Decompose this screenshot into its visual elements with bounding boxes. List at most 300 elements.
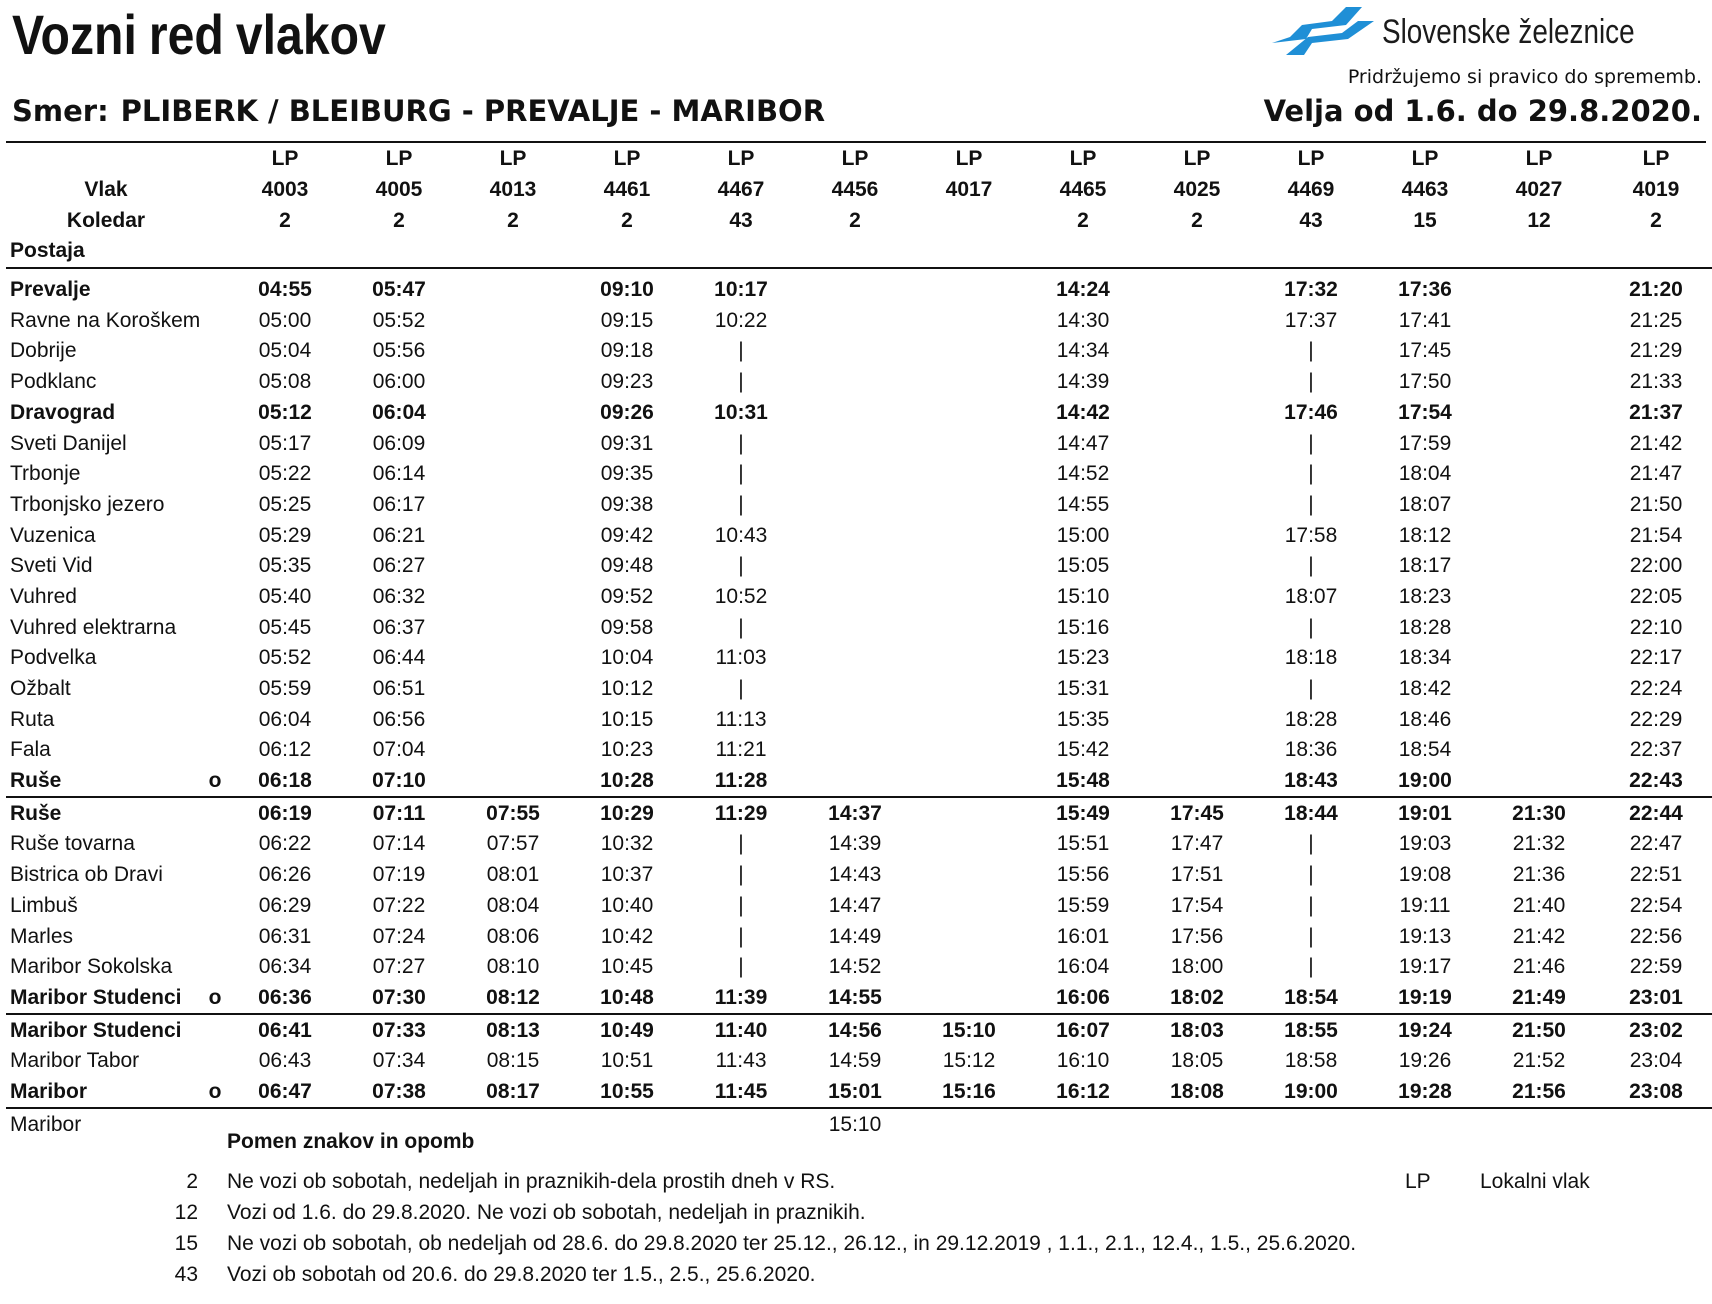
departure-time: 18:54 [1254,983,1368,1015]
departure-time: 14:39 [828,832,882,856]
departure-time [798,459,912,490]
station-mark [202,735,228,766]
table-row [6,275,1712,306]
departure-time: 22:05 [1629,584,1683,608]
departure-time [798,490,912,521]
departure-time: 09:10 [600,278,654,302]
departure-time [1140,520,1254,551]
table-row [6,336,1712,367]
departure-time: 06:19 [258,801,312,825]
departure-time: 21:54 [1629,523,1683,547]
departure-time [1482,520,1596,551]
train-number: 4463 [1401,178,1449,202]
departure-time: 05:17 [258,431,312,455]
station-name: Dravograd [10,400,116,424]
departure-time [912,891,1026,922]
departure-time: 07:55 [486,801,540,825]
direction [12,94,825,128]
departure-time: 22:56 [1629,924,1683,948]
table-row [6,829,1712,860]
departure-time [912,983,1026,1015]
station-mark [202,398,228,429]
direction-value: PLIBERK / BLEIBURG - PREVALJE - MARIBOR [120,94,826,128]
table-row [6,766,1712,798]
departure-time: 11:13 [715,707,767,731]
departure-time [798,766,912,798]
station-mark [202,459,228,490]
departure-time: 18:05 [1170,1049,1224,1073]
departure-time [456,766,570,798]
departure-time: 15:12 [942,1049,996,1073]
station-name: Limbuš [10,893,78,917]
calendar-row [6,205,1712,236]
table-row [6,582,1712,613]
departure-time: 18:55 [1284,1018,1338,1042]
departure-time: 06:43 [258,1049,312,1073]
departure-time [456,428,570,459]
header-empty [912,236,1026,268]
train-number: 4013 [489,178,537,202]
departure-time: 09:31 [600,431,654,455]
departure-time: 11:28 [684,766,798,798]
departure-time [912,921,1026,952]
train-calendar: 43 [729,208,753,232]
departure-time [912,612,1026,643]
train-number: 4027 [1515,178,1563,202]
departure-time: 22:17 [1629,646,1683,670]
table-row [6,428,1712,459]
station-name: Sveti Vid [10,554,93,578]
departure-time: 19:24 [1398,1018,1452,1042]
departure-time: 14:47 [828,893,882,917]
note-text: Ne vozi ob sobotah, nedeljah in praznikih-dela prostih dneh v RS. [227,1170,836,1193]
departure-time: 14:56 [828,1018,882,1042]
departure-time [1026,1108,1140,1140]
departure-time: 16:07 [1056,1018,1110,1042]
departure-time [1140,766,1254,798]
departure-time: | [1308,492,1314,516]
train-calendar: 2 [279,208,291,232]
departure-time: 18:07 [1398,492,1452,516]
legend-code: LP [1405,1170,1431,1193]
departure-time: 17:47 [1170,832,1224,856]
station-mark [202,520,228,551]
departure-time [1140,336,1254,367]
departure-time: 06:47 [228,1077,342,1109]
departure-time: 23:04 [1629,1049,1683,1073]
departure-time: 06:09 [372,431,426,455]
departure-time: 17:51 [1170,863,1224,887]
departure-time: 07:10 [342,766,456,798]
train-number: 4469 [1287,178,1335,202]
departure-time: | [738,863,744,887]
departure-time: | [1308,955,1314,979]
departure-time: 21:30 [1512,801,1566,825]
departure-time: 05:59 [258,677,312,701]
departure-time: 15:49 [1056,801,1110,825]
departure-time [456,643,570,674]
departure-time [912,398,1026,429]
departure-time: 06:18 [228,766,342,798]
departure-time: 23:08 [1596,1077,1712,1109]
departure-time [912,275,1026,306]
departure-time: 06:32 [372,584,426,608]
station-name: Ruše [6,766,202,798]
departure-time: | [1308,554,1314,578]
departure-time: 10:23 [600,738,654,762]
note-text: Vozi ob sobotah od 20.6. do 29.8.2020 ter 1.5., 2.5., 25.6.2020. [227,1263,816,1286]
station-mark [202,921,228,952]
departure-time: 18:02 [1140,983,1254,1015]
departure-time: 14:42 [1056,400,1110,424]
departure-time: 15:48 [1026,766,1140,798]
departure-time: 14:52 [828,955,882,979]
reserve-note: Pridržujemo si pravico do sprememb. [1347,66,1702,88]
departure-time: 06:12 [258,738,312,762]
departure-time: 10:32 [600,832,654,856]
departure-time: 05:08 [258,370,312,394]
departure-time: 18:12 [1398,523,1452,547]
train-type: LP [1642,147,1670,171]
table-row [6,674,1712,705]
page-title [12,2,398,67]
departure-time: | [1308,462,1314,486]
table-row [6,305,1712,336]
departure-time [912,367,1026,398]
train-calendar: 15 [1413,208,1437,232]
note-text: Vozi od 1.6. do 29.8.2020. Ne vozi ob sobotah, nedeljah in praznikih. [227,1201,866,1224]
departure-time: 10:28 [570,766,684,798]
departure-time: | [1308,924,1314,948]
departure-time: 06:22 [258,832,312,856]
departure-time [912,797,1026,829]
departure-time: 08:10 [486,955,540,979]
departure-time: 05:52 [258,646,312,670]
departure-time [1482,766,1596,798]
departure-time [798,367,912,398]
departure-time: 10:43 [714,523,768,547]
departure-time: | [738,677,744,701]
departure-time: 14:59 [828,1049,882,1073]
station-name: Ruše tovarna [10,832,135,856]
departure-time [1254,1108,1368,1140]
departure-time: 17:46 [1284,400,1338,424]
departure-time [456,735,570,766]
station-mark [202,643,228,674]
table-row [6,983,1712,1015]
train-type: LP [499,147,527,171]
departure-time: 14:49 [828,924,882,948]
departure-time: 18:18 [1284,646,1338,670]
departure-time: 10:49 [600,1018,654,1042]
departure-time: | [738,955,744,979]
departure-time: 21:20 [1629,278,1683,302]
departure-time: 21:29 [1629,339,1683,363]
departure-time: 14:55 [1056,492,1110,516]
station-mark [202,797,228,829]
logo-text: Slovenske železnice [1381,12,1635,51]
header-empty [202,144,228,175]
station-mark [202,952,228,983]
departure-time: 15:56 [1056,863,1110,887]
departure-time: | [1308,677,1314,701]
departure-time [1140,582,1254,613]
departure-time [1482,336,1596,367]
departure-time: 06:17 [372,492,426,516]
departure-time [912,336,1026,367]
table-row [6,1046,1712,1077]
note-item [0,1170,1712,1200]
departure-time: 17:54 [1170,893,1224,917]
train-calendar: 12 [1527,208,1551,232]
station-name: Ožbalt [10,677,71,701]
departure-time: | [738,431,744,455]
departure-time [1482,398,1596,429]
note-text: Ne vozi ob sobotah, ob nedeljah od 28.6. do 29.8.2020 ter 25.12., 26.12., in 29.12.2019 , 1.1., 2.1., 12.4., 1.5., 25.6.2020. [227,1232,1357,1255]
departure-time: 11:21 [715,738,767,762]
departure-time: 05:56 [372,339,426,363]
departure-time [1482,551,1596,582]
departure-time: | [738,339,744,363]
header-empty [684,236,798,268]
departure-time [1482,735,1596,766]
station-name: Trbonjsko jezero [10,492,165,516]
departure-time [456,674,570,705]
departure-time: 06:36 [228,983,342,1015]
departure-time [456,582,570,613]
station-name: Maribor [10,1112,82,1136]
departure-time: 07:22 [372,893,426,917]
departure-time [1140,490,1254,521]
departure-time: 11:40 [714,1018,768,1042]
departure-time: 09:23 [600,370,654,394]
departure-time: 18:23 [1398,584,1452,608]
departure-time: 09:58 [600,615,654,639]
train-calendar: 2 [1650,208,1662,232]
departure-time [798,582,912,613]
departure-time: | [738,462,744,486]
departure-time: 18:58 [1284,1049,1338,1073]
departure-time: 10:51 [600,1049,654,1073]
departure-time: 18:00 [1170,955,1224,979]
station-mark [202,891,228,922]
departure-time: 15:01 [798,1077,912,1109]
departure-time: 11:45 [684,1077,798,1109]
departure-time: 09:18 [600,339,654,363]
departure-time: 14:24 [1056,278,1110,302]
departure-time: 07:30 [342,983,456,1015]
train-calendar: 2 [393,208,405,232]
departure-time: 23:01 [1596,983,1712,1015]
departure-time [798,305,912,336]
departure-time: 18:04 [1398,462,1452,486]
departure-time: 10:12 [600,677,654,701]
departure-time [798,674,912,705]
departure-time: 08:13 [486,1018,540,1042]
departure-time: 05:22 [258,462,312,486]
departure-time: 21:49 [1482,983,1596,1015]
departure-time: | [738,370,744,394]
departure-time: 17:37 [1284,308,1338,332]
note-code: 2 [186,1170,198,1193]
departure-time: 05:04 [258,339,312,363]
departure-time: 22:44 [1629,801,1683,825]
header-empty [1254,236,1368,268]
departure-time: 22:10 [1629,615,1683,639]
departure-time [1482,367,1596,398]
departure-time [1140,275,1254,306]
calendar-label: Koledar [66,208,146,232]
departure-time [1140,674,1254,705]
station-name: Dobrije [10,339,77,363]
departure-time: 19:17 [1398,955,1452,979]
departure-time: 19:28 [1368,1077,1482,1109]
header-empty [798,236,912,268]
departure-time: 10:55 [570,1077,684,1109]
departure-time: 21:36 [1512,863,1566,887]
departure-time: 09:26 [600,400,654,424]
departure-time [912,860,1026,891]
train-number: 4005 [375,178,423,202]
departure-time: 22:24 [1629,677,1683,701]
departure-time [1140,367,1254,398]
station-mark [202,704,228,735]
departure-time: 06:56 [372,707,426,731]
spacer [6,268,1712,275]
station-name: Vuhred elektrarna [10,615,177,639]
train-number: 4461 [603,178,651,202]
note-code: 15 [174,1232,198,1255]
departure-time: 18:03 [1170,1018,1224,1042]
departure-time: 19:01 [1398,801,1452,825]
header-empty [570,236,684,268]
departure-time: 06:27 [372,554,426,578]
departure-time: 06:29 [258,893,312,917]
departure-time [1482,704,1596,735]
departure-time: | [1308,339,1314,363]
departure-time [456,459,570,490]
departure-time: 18:46 [1398,707,1452,731]
departure-time: 22:29 [1629,707,1683,731]
header-empty [1026,236,1140,268]
departure-time: 22:43 [1596,766,1712,798]
departure-time: 17:50 [1398,370,1452,394]
departure-time [798,551,912,582]
departure-time [456,398,570,429]
departure-time: 08:15 [486,1049,540,1073]
departure-time: 07:33 [372,1018,426,1042]
station-mark [202,428,228,459]
departure-time: 17:41 [1398,308,1452,332]
departure-time [912,643,1026,674]
station-name: Podvelka [10,646,97,670]
train-type: LP [955,147,983,171]
departure-time: 15:10 [942,1018,996,1042]
departure-time: 10:42 [600,924,654,948]
departure-time: 06:37 [372,615,426,639]
legend-text: Lokalni vlak [1480,1170,1590,1193]
train-type: LP [1411,147,1439,171]
title-word: Vozni [12,3,137,66]
departure-time: 18:08 [1140,1077,1254,1109]
departure-time: 18:44 [1284,801,1338,825]
departure-time: 07:57 [486,832,540,856]
station-name: Vuzenica [10,523,96,547]
departure-time: 05:00 [258,308,312,332]
departure-time: 14:43 [828,863,882,887]
departure-time: | [738,615,744,639]
departure-time: 15:10 [828,1112,882,1136]
departure-time: | [738,832,744,856]
departure-time [912,952,1026,983]
train-type: LP [841,147,869,171]
title-word: red [148,3,224,66]
train-calendar: 2 [1191,208,1203,232]
timetable [6,144,1712,1140]
departure-time: 16:06 [1026,983,1140,1015]
departure-time [912,551,1026,582]
departure-time: 10:37 [600,863,654,887]
departure-time: 21:46 [1512,955,1566,979]
train-type: LP [271,147,299,171]
departure-time [912,582,1026,613]
departure-time: 22:37 [1629,738,1683,762]
departure-time: 19:26 [1398,1049,1452,1073]
train-calendar: 43 [1299,208,1323,232]
departure-time: 07:34 [372,1049,426,1073]
departure-time [1482,1108,1596,1140]
departure-time [798,398,912,429]
departure-time: 19:03 [1398,832,1452,856]
departure-time: 06:21 [372,523,426,547]
station-mark: o [202,766,228,798]
station-mark: o [202,1077,228,1109]
station-mark [202,582,228,613]
departure-time: 19:08 [1398,863,1452,887]
departure-time: 07:11 [372,801,426,825]
departure-time: 14:37 [828,801,882,825]
departure-time [1482,459,1596,490]
departure-time: 09:35 [600,462,654,486]
departure-time: 10:48 [570,983,684,1015]
departure-time: 10:04 [600,646,654,670]
departure-time [1140,398,1254,429]
departure-time [456,551,570,582]
train-type: LP [1069,147,1097,171]
departure-time: 15:59 [1056,893,1110,917]
departure-time: 15:00 [1056,523,1110,547]
train-type-row [6,144,1712,175]
header-empty [1482,236,1596,268]
table-row [6,459,1712,490]
departure-time: | [1308,370,1314,394]
departure-time: 22:00 [1629,554,1683,578]
departure-time [912,735,1026,766]
departure-time: 17:36 [1398,278,1452,302]
station-mark [202,490,228,521]
station-name: Trbonje [10,462,81,486]
departure-time: 17:56 [1170,924,1224,948]
station-name: Maribor Sokolska [10,955,173,979]
departure-time: 21:25 [1629,308,1683,332]
departure-time: 06:14 [372,462,426,486]
train-number-row [6,175,1712,206]
table-row [6,797,1712,829]
station-mark [202,367,228,398]
station-mark [202,829,228,860]
departure-time: 07:19 [372,863,426,887]
departure-time: 09:15 [600,308,654,332]
